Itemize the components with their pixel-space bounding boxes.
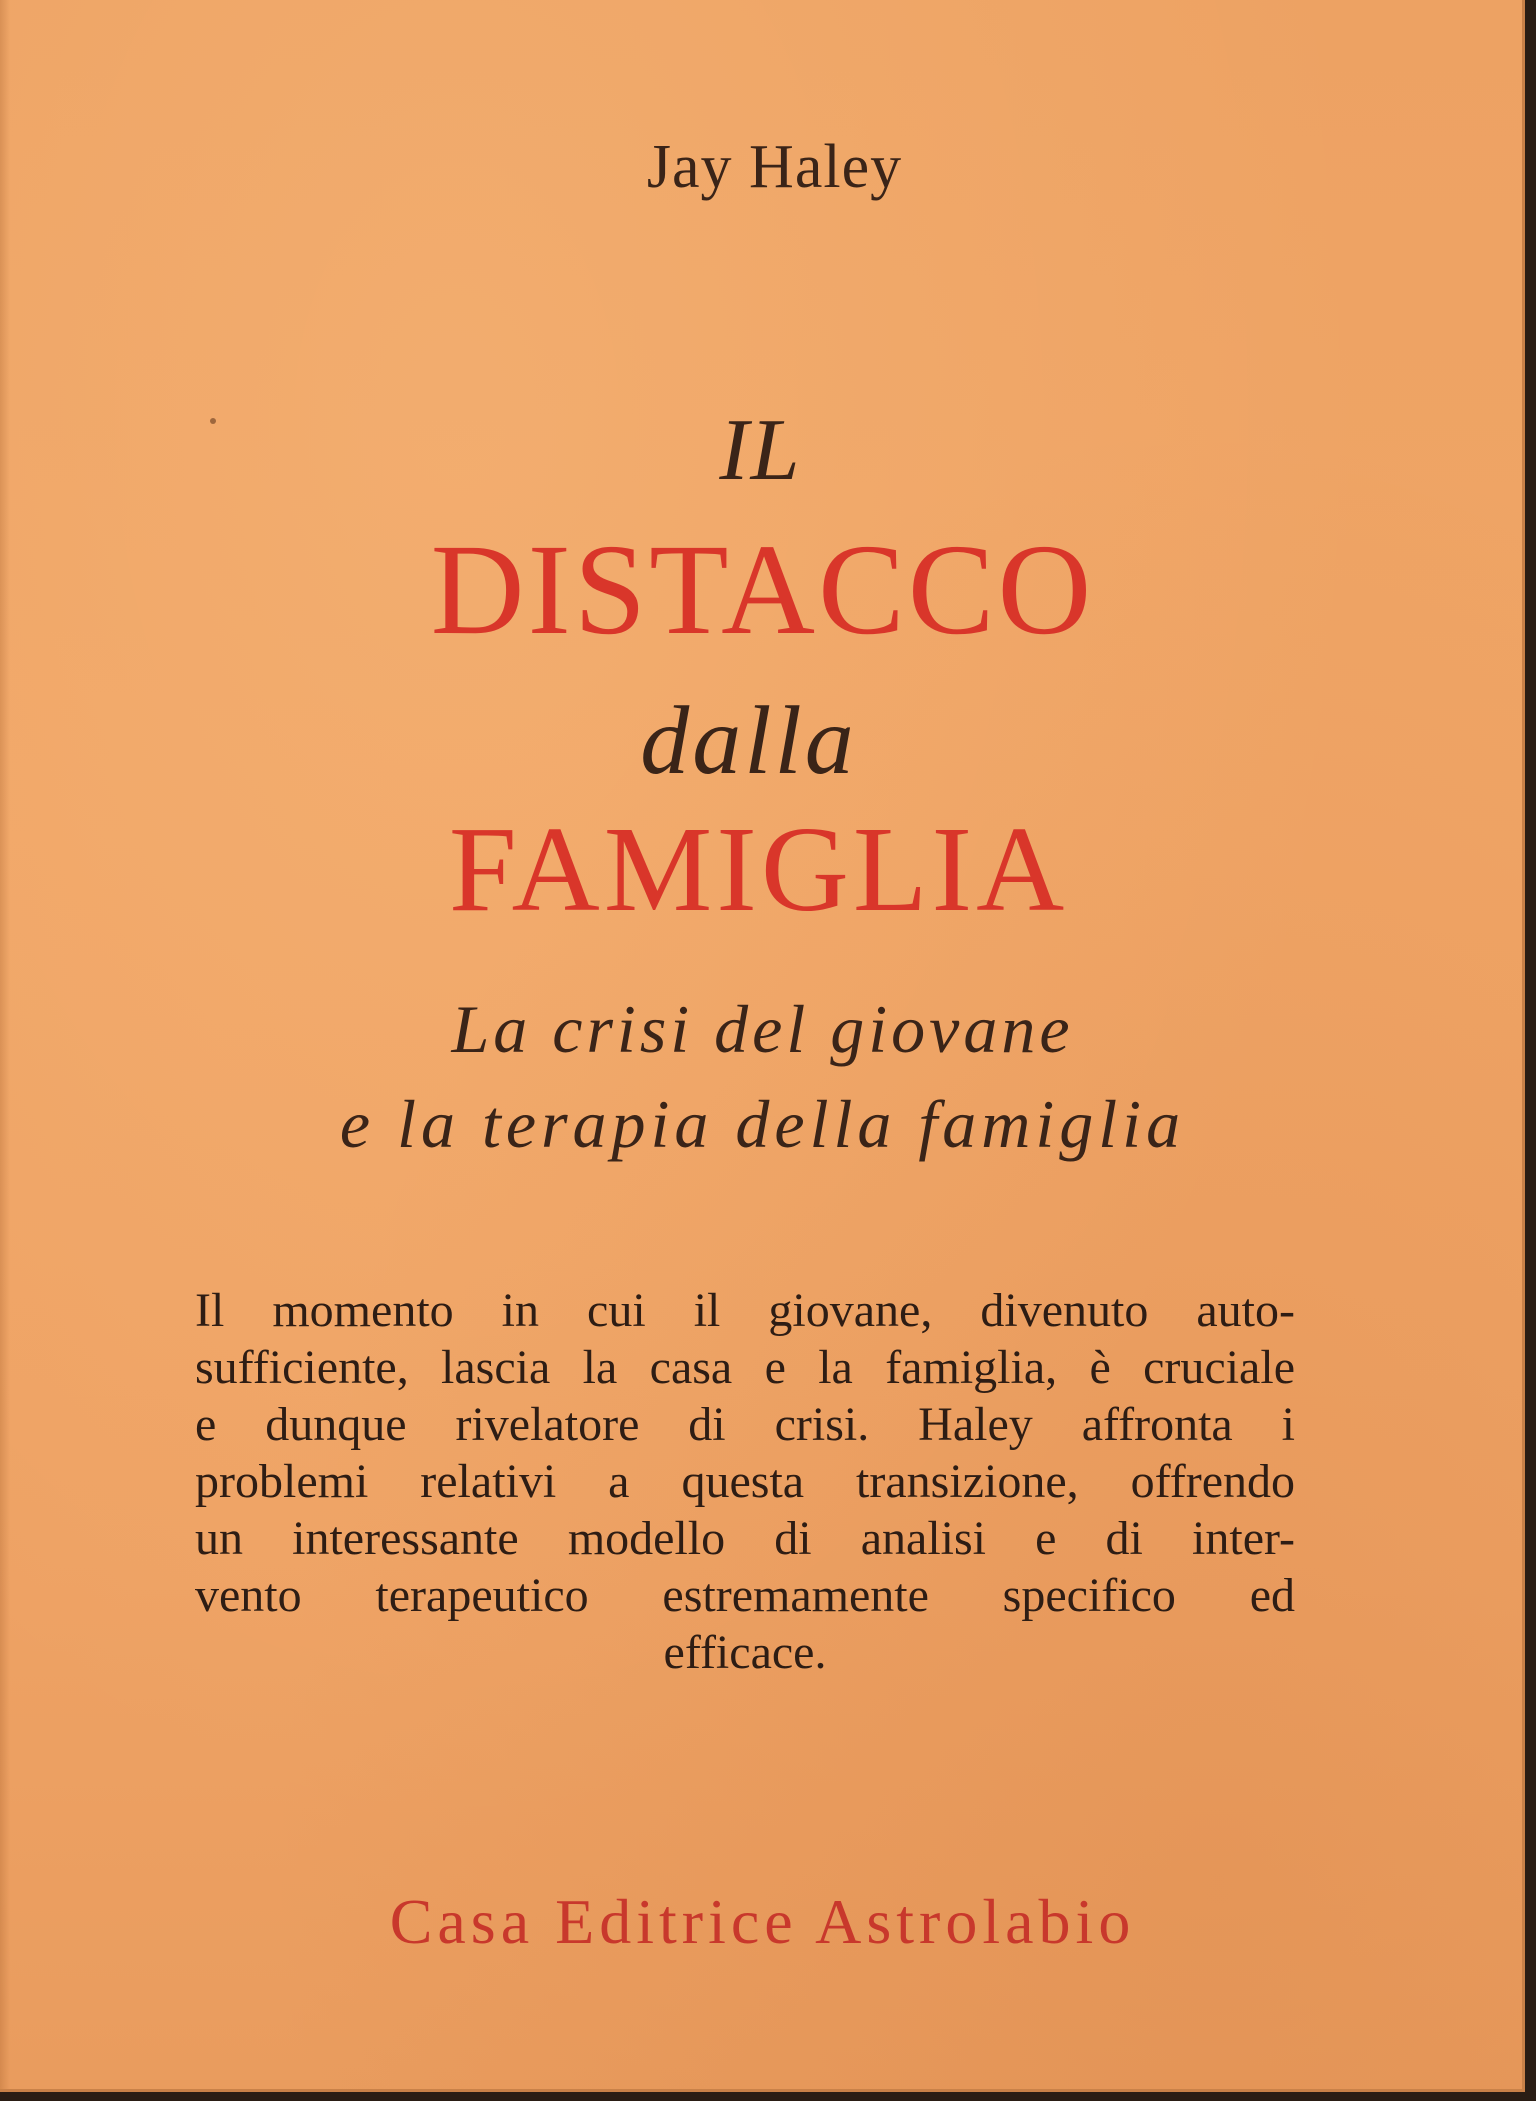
title-line-dalla: dalla xyxy=(640,687,857,795)
blurb-line: e dunque rivelatore di crisi. Haley affronta i xyxy=(195,1398,1295,1451)
blurb-line: Il momento in cui il giovane, divenuto auto- xyxy=(195,1284,1295,1337)
title-line-famiglia: FAMIGLIA xyxy=(448,802,1069,937)
subtitle-line-1: La crisi del giovane xyxy=(451,991,1074,1067)
blurb-line: vento terapeutico estremamente specifico ed xyxy=(195,1569,1295,1622)
blurb-line: un interessante modello di analisi e di inter- xyxy=(195,1512,1295,1565)
title-line-il: IL xyxy=(719,402,802,499)
author-name: Jay Haley xyxy=(646,133,903,201)
title-line-distacco: DISTACCO xyxy=(430,518,1095,662)
publisher-name: Casa Editrice Astrolabio xyxy=(389,1886,1136,1957)
subtitle-line-2: e la terapia della famiglia xyxy=(339,1086,1186,1162)
blurb-line: sufficiente, lascia la casa e la famiglia, è cruciale xyxy=(195,1341,1295,1394)
back-blurb xyxy=(195,1282,1295,1681)
blurb-line: efficace. xyxy=(663,1626,827,1679)
blurb-line: problemi relativi a questa transizione, offrendo xyxy=(195,1455,1295,1508)
